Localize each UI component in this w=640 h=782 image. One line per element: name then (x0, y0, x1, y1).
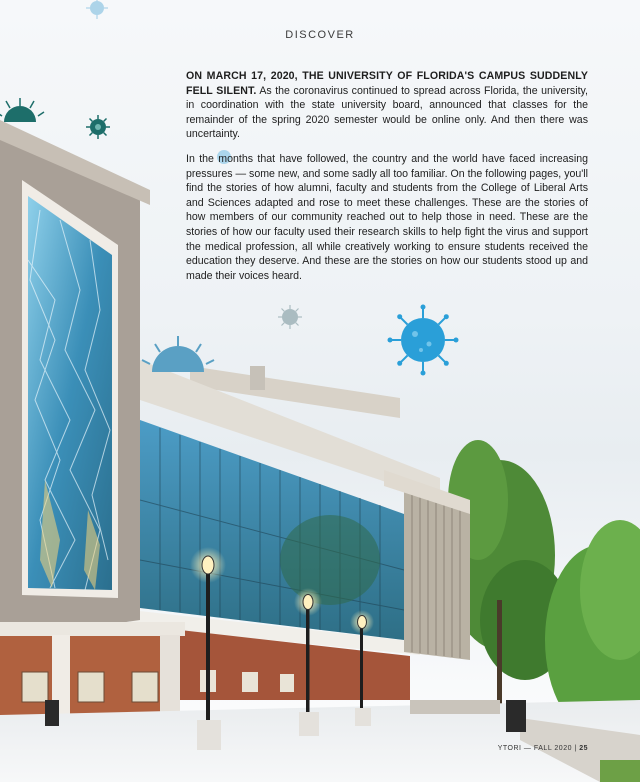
article-lead: ON MARCH 17, 2020, THE UNIVERSITY OF FLORIDA'S CAMPUS SUDDENLY FELL SILENT. (186, 70, 588, 97)
main-building (130, 360, 470, 700)
trees (445, 440, 640, 735)
article-paragraph-2: In the months that have followed, the country and the world have faced increasing pressures — some new, and some sadly all too familiar. On the following pages, you'll find the stories of how alumni, faculty and students from the College of Liberal Arts and Sciences adapted and rose to meet these challenges. These are the stories of how members of our community reached out to help those in need. These are the stories of how our faculty used their research skills to help fight the virus and support the medical profession, all while creatively working to ensure students received the education they deserve. And these are the stories on how our students stood up and made their voices heard. (186, 152, 588, 282)
left-tower (0, 120, 185, 720)
trash-bin (45, 700, 59, 726)
article-paragraph-1-text: As the coronavirus continued to spread across Florida, the university, in coordination with the state university board, announced that classes for the remainder of the spring 2020 semester would be online only. And then there was uncertainty. (186, 84, 588, 141)
page-number: 25 (579, 745, 588, 752)
section-label: DISCOVER (285, 29, 355, 41)
article-paragraph-1 (186, 69, 588, 142)
publication-name: YTORI — FALL 2020 | (497, 745, 577, 752)
article-body (186, 69, 588, 293)
page-footer (498, 745, 588, 752)
